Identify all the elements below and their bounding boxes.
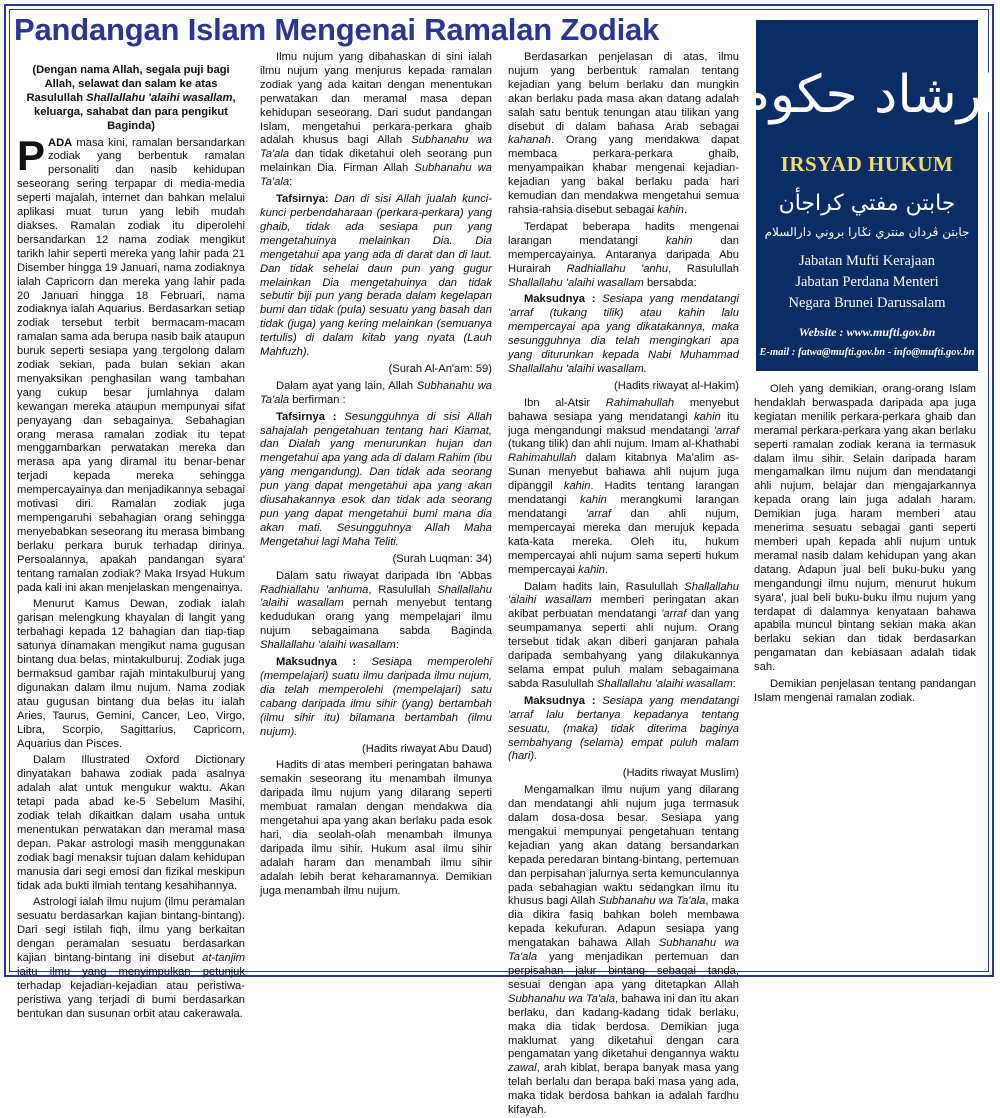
- column-2: [260, 51, 492, 969]
- column-1: [17, 64, 245, 1020]
- email-text: E-mail : fatwa@mufti.gov.bn - info@mufti.gov.bn: [759, 347, 975, 358]
- irsyad-hukum-logo: [737, 20, 997, 371]
- reference-4: (Hadits riwayat al-Hakim): [614, 379, 739, 392]
- column-3: [508, 51, 739, 1117]
- drop-cap: P: [17, 131, 46, 179]
- logo-name: IRSYAD HUKUM: [780, 152, 954, 176]
- paragraph-12: Dalam hadits lain, Rasulullah Shallallahu 'alaihi wasallam memberi peringatan akan akibat perbuatan mendatangi 'arraf dan yang seumpamanya seperti ahli nujum. Orang tersebut tidak akan diberi ganjaran pahala daripada sembahyang yang dilakukannya selama empat puluh malam sebagaimana sabda Rasulullah Shallallahu 'alaihi wasallam:: [508, 580, 739, 690]
- paragraph-7: Dalam satu riwayat daripada Ibn 'Abbas Radhiallahu 'anhuma, Rasulullah Shallallahu 'alaihi wasallam pernah menyebut tentang kedudukan orang yang mempelajari ilmu nujum sebagaimana sabda Baginda Shallallahu 'alaihi wasallam:: [260, 569, 492, 652]
- maksud-3: Maksudnya : Sesiapa yang mendatangi 'arraf lalu bertanya kepadanya tentang sesuatu, (maka) tidak diterima baginya sembahyang (selama) empat puluh malam (hari).: [508, 694, 739, 763]
- reference-5: (Hadits riwayat Muslim): [622, 767, 739, 780]
- paragraph-4: Astrologi ialah ilmu nujum (ilmu peramalan sesuatu berdasarkan kajian bintang-bintang). Dari segi istilah fiqh, ilmu yang berkaitan dengan peramalan sesuatu berdasarkan kajian bintang-bintang ini disebut at-tanjim iaitu ilmu yang menyimpulkan petunjuk terhadap kejadian-kejadian atau peristiwa-peristiwa yang terjadi di bumi berdasarkan bentukan dan susunan orbit atau cakerawala.: [17, 896, 245, 1020]
- arabic-brand-text: ارشاد حکوم: [737, 65, 997, 125]
- paragraph-1: PADA masa kini, ramalan bersandarkan zodiak yang berbentuk ramalan personaliti dan nasib kehidupan seseorang sering terpapar di media-media seperti majalah, internet dan bahkan melalui aplikasi muat turun yang lebih mudah diakses. Ramalan zodiak itu diperolehi bersandarkan 12 nama zodiak mengikut tarikh lahir seperti mereka yang lahir pada 21 Disember hingga 19 Januari, nama zodiaknya ialah Capricorn dan mereka yang lahir pada 20 Januari hingga 18 Februari, nama zodiaknya ialah Aquarius. Berdasarkan setiap zodiak tersebut terbit bermacam-macam ramalan sama ada berupa nasib baik ataupun buruk seperti sesiapa yang tergolong dalam zodiak sekian, pada bulan sekian akan menyaksikan penghasilan wang tambahan yang cukup besar jumlahnya dalam kewangan mereka ataupun mempunyai sifat penyayang dan sebagainya. Sebahagian orang merasa ramalan zodiak itu tepat menggambarkan perwatakan mereka dan merasa apa yang diramal itu benar-benar terjadi kepada mereka sehingga mempercayainya dan menjadikannya sebagai motivasi diri. Ramalan zodiak juga mempengaruhi sebahagian orang sehingga menyebabkan seseorang itu merasa bimbang berlaku perkara buruk terhadap dirinya. Persoalannya, apakah pandangan syara' tentang ramalan zodiak? Maka Irsyad Hukum pada kali ini akan menjelaskan mengenainya.: [17, 131, 245, 594]
- paragraph-13: Mengamalkan ilmu nujum yang dilarang dan mendatangi ahli nujum juga termasuk dalam dosa-dosa besar. Sesiapa yang mengakui mempunyai pengetahuan tentang kejadian yang akan datang bersandarkan kepada peredaran bintang-bintang, pertemuan dan perpisahan jalurnya serta kemunculannya pada sebahagian waktu sedangkan ilmu itu khusus bagi Allah Subhanahu wa Ta'ala, maka dia dikira fasiq bahkan boleh membawa kepada kekufuran. Adapun sesiapa yang mengatakan bahawa Allah Subhanahu wa Ta'ala yang menjadikan pertemuan dan perpisahan jalur bintang sebagai tanda, sesuai dengan apa yang ditetapkan Allah Subhanahu wa Ta'ala, bahawa ini dan itu akan berlaku, dan kadang-kadang tidak berlaku, maka dia tidak berdosa. Demikian juga maklumat yang diketahui dengan cara pengamatan yang diketahui dengannya waktu zawal, arah kiblat, berapa banyak masa yang telah berlalu dan berapa baki masa yang ada, maka tidak berdosa bahkan ia adalah fardhu kifayah.: [508, 784, 739, 1117]
- paragraph-3: Dalam Illustrated Oxford Dictionary dinyatakan bahawa zodiak pada asalnya adalah alat untuk mengukur waktu. Akan tetapi pada abad ke-5 Sebelum Masihi, zodiak telah dikaitkan dalam usaha untuk menentukan perwatakan dan meramal masa depan. Pakar astrologi masih menggunakan zodiak bagi menaksir tujuan dalam kehidupan manusia dari segi emosi dan fizikal meskipun tidak ada bukti ilmiah tentang kesahihannya.: [17, 754, 245, 892]
- org-line-2: Jabatan Perdana Menteri: [795, 274, 939, 290]
- paragraph-10: Terdapat beberapa hadits mengenai larangan mendatangi kahin dan mempercayainya. Antaranya daripada Abu Hurairah Radhiallahu 'anhu, Rasulullah Shallallahu 'alaihi wasallam bersabda:: [508, 220, 739, 289]
- paragraph-15: Demikian penjelasan tentang pandangan Islam mengenai ramalan zodiak.: [754, 678, 976, 704]
- paragraph-14: Oleh yang demikian, orang-orang Islam hendaklah berwaspada daripada apa juga kegiatan menilik perkara-perkara ghaib dan meramal perkara-perkara yang akan berlaku seperti ramalan zodiak kerana ia termasuk dalam ilmu sihir. Selain daripada haram mengamalkan ilmu nujum dan mendatangi ahli nujum, belajar dan mengajarkannya kepada orang lain juga adalah haram. Demikian juga haram memberi atau menerima sesuatu sebagai ganti seperti memberi upah kepada ahli nujum untuk meramal nasib dalam kehidupan yang akan datang. Adapun jual beli buku-buku yang mengandungi ilmu nujum, menurut hukum syara', jual beli buku-buku ilmu nujum yang terdapat di dalamnya kenyataan bahawa apabila muncul bintang sekian maka akan berlaku sekian dan tidak berdasarkan pengamatan dan kebiasaan adalah tidak sah.: [754, 383, 976, 674]
- maksud-2: Maksudnya : Sesiapa yang mendatangi 'arraf (tukang tilik) atau kahin lalu mempercayai apa yang dikatakannya, maka sesungguhnya dia telah mengingkari apa yang diturunkan kepada Nabi Muhammad Shallallahu 'alaihi wasallam.: [508, 293, 739, 375]
- paragraph-6: Dalam ayat yang lain, Allah Subhanahu wa Ta'ala berfirman :: [260, 379, 492, 406]
- paragraph-11: Ibn al-Atsir Rahimahullah menyebut bahawa sesiapa yang mendatangi kahin itu juga mengandungi maksud mendatangi 'arraf (tukang tilik) dan ahli nujum. Imam al-Khathabi Rahimahullah dalam kitabnya Ma'alim as-Sunan menyebut bahawa ahli nujum juga dipanggil kahin. Hadits tentang larangan mendatangi kahin merangkumi larangan mendatangi 'arraf dan ahli nujum, mempercayai mereka dan merujuk kepada kata-kata mereka. Oleh itu, hukum mempercayai ahli nujum sama seperti hukum mempercayai kahin.: [508, 396, 739, 576]
- org-line-3: Negara Brunei Darussalam: [788, 295, 946, 311]
- intro-blessing: (Dengan nama Allah, segala puji bagi Allah, selawat dan salam ke atas Rasulullah Shallallahu 'alaihi wasallam, keluarga, sahabat dan para pengikut Baginda): [26, 64, 236, 132]
- arabic-org-name: [764, 184, 970, 248]
- arabic-org-line-2: جابتن ڤردان منتري نݢارا بروني دارالسلام: [764, 225, 970, 239]
- org-line-1: Jabatan Mufti Kerajaan: [798, 253, 936, 269]
- paragraph-5: Ilmu nujum yang dibahaskan di sini ialah ilmu nujum yang menjurus kepada ramalan zodiak yang ada kaitan dengan menentukan perwatakan dan meramal masa depan kehidupan seseorang. Dari sudut pandangan Islam, mengetahui perkara-perkara ghaib adalah khusus bagi Allah Subhanahu wa Ta'ala dan tidak diketahui oleh seorang pun melainkan Dia. Firman Allah Subhanahu wa Ta'ala:: [260, 51, 492, 189]
- website-text: Website : www.mufti.gov.bn: [798, 325, 936, 339]
- tafsir-1: Tafsirnya: Dan di sisi Allah jualah kunci-kunci perbendaharaan (perkara-perkara) yang ghaib, tidak ada sesiapa pun yang mengetahuinya melainkan Dia. Dia mengetahui apa yang ada di darat dan di laut. Dan tidak sehelai daun pun yang gugur melainkan Dia mengetahuinya dan tidak sebutir biji pun yang berada dalam kegelapan bumi dan tidak (pula) sesuatu yang basah dan tidak (juga) yang kering melainkan (semuanya tertulis) di dalam kitab yang nyata (Lauh Mahfuzh).: [260, 193, 492, 359]
- paragraph-2: Menurut Kamus Dewan, zodiak ialah garisan melengkung khayalan di langit yang terbahagi kepada 12 bahagian dan tiap-tiap satunya dinamakan mengikut nama gugusan bintang dua belas, mintakulburuj. Zodiak juga bermaksud gambar rajah mintakulburuj yang digunakan dalam ilmu nujum. Nama zodiak atau gugusan bintang dua belas itu ialah Aries, Taurus, Gemini, Cancer, Leo, Virgo, Libra, Scorpio, Sagittarius, Capricorn, Aquarius dan Pisces.: [17, 598, 245, 750]
- reference-2: (Surah Luqman: 34): [392, 552, 492, 565]
- reference-1: (Surah Al-An'am: 59): [388, 362, 492, 375]
- paragraph-8: Hadits di atas memberi peringatan bahawa semakin seseorang itu menambah ilmunya daripada ilmu nujum yang dilarang seperti membuat ramalan dengan mendakwa dia mengetahui apa yang akan berlaku pada esok hari, dia seolah-olah menambah ilmunya daripada ilmu sihir. Hukum asal ilmu sihir adalah haram dan menambah ilmu sihir adalah lebih berat keharamannya. Demikian juga menambah ilmu nujum.: [260, 759, 492, 897]
- article-title: Pandangan Islam Mengenai Ramalan Zodiak: [14, 12, 660, 47]
- paragraph-9: Berdasarkan penjelasan di atas, ilmu nujum yang berbentuk ramalan tentang kejadian yang belum berlaku dan mungkin akan berlaku pada masa akan datang adalah salah satu bentuk tenungan atau tilikan yang disebut di dalam bahasa Arab sebagai kahanah. Orang yang mendakwa dapat membaca perkara-perkara ghaib, menyampaikan khabar mengenai kejadian-kejadian yang bakal berlaku pada hari kemudian dan mendakwa mengetahui semua rahsia-rahsia disebut sebagai kahin.: [508, 51, 739, 216]
- tafsir-2: Tafsirnya : Sesungguhnya di sisi Allah sahajalah pengetahuan tentang hari Kiamat, dan Dialah yang menurunkan hujan dan mengetahui apa yang ada di dalam Rahim (ibu yang mengandung). Dan tidak ada seorang pun yang dapat mengetahui apa yang akan diusahakannya esok dan tidak ada seorang pun yang dapat mengetahui bumi mana dia akan mati. Sesungguhnya Allah Maha Mengetahui lagi Maha Teliti.: [260, 410, 492, 548]
- reference-3: (Hadits riwayat Abu Daud): [362, 742, 492, 755]
- column-4: [754, 383, 976, 969]
- arabic-calligraphy-logo: [737, 30, 997, 148]
- maksud-1: Maksudnya : Sesiapa memperolehi (mempelajari) suatu ilmu daripada ilmu nujum, dia telah memperolehi (mempelajari) satu cabang daripada ilmu sihir (yang) bertambah (ilmu sihir itu) bilamana bertambah (ilmu nujum).: [260, 656, 493, 738]
- arabic-org-line-1: جابتن مفتي كراجأن: [778, 191, 956, 216]
